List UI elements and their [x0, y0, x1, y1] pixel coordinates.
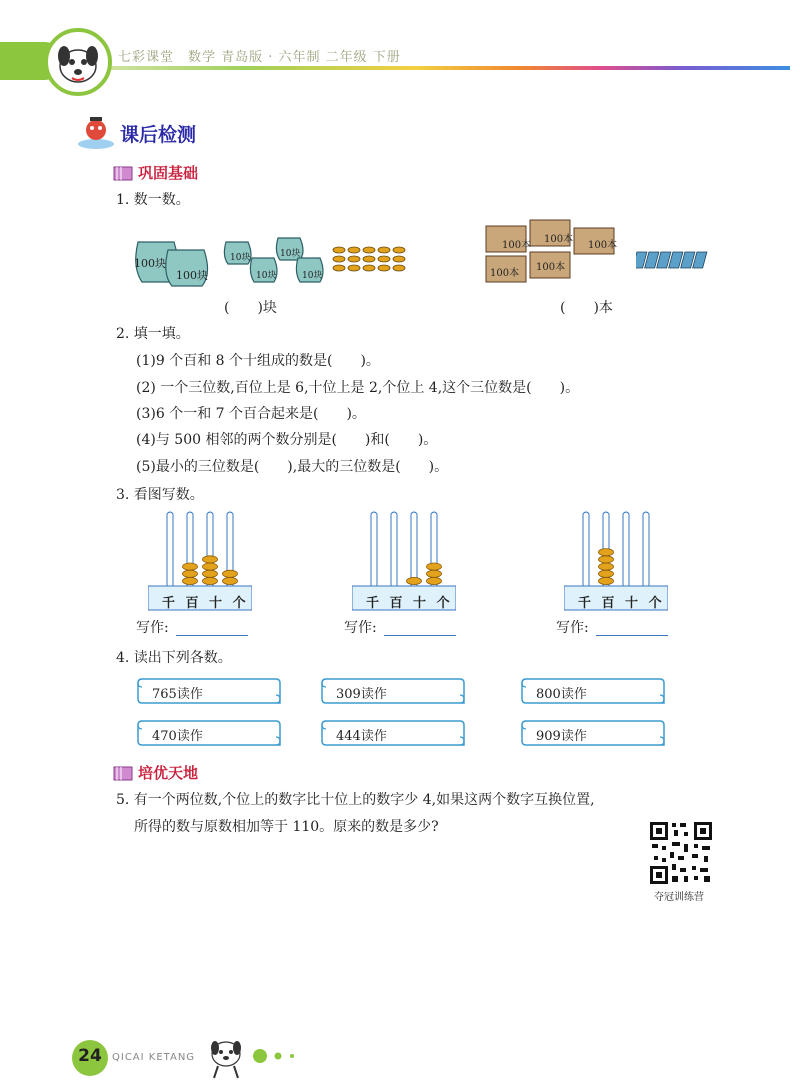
bag-label-5: 10块: [256, 271, 277, 281]
notebook-icon: [112, 164, 134, 182]
abacus-1-write-label: 写作:: [136, 620, 169, 636]
box-label-3: 100本: [588, 240, 618, 251]
header-title: 七彩课堂 数学 青岛版 · 六年制 二年级 下册: [118, 50, 401, 65]
q2-item-4: (4)与 500 相邻的两个数分别是( )和( )。: [136, 432, 438, 448]
advanced-title: 培优天地: [138, 764, 199, 782]
footer-dots-icon: [252, 1048, 302, 1064]
abacus-bead-hundreds: [183, 563, 198, 570]
abacus-rod-thousands: [167, 512, 173, 586]
q5-line-1: 5. 有一个两位数,个位上的数字比十位上的数字少 4,如果这两个数字互换位置,: [116, 792, 595, 808]
scroll-box-1: [136, 676, 282, 706]
q1-label: 1. 数一数。: [116, 192, 190, 208]
read-item-6: 909读作: [536, 729, 587, 744]
abacus-rod-tens: [623, 512, 629, 586]
abacus-bead-hundreds: [183, 577, 198, 584]
q4-label: 4. 读出下列各数。: [116, 650, 232, 666]
abacus-3-place-labels: 千 百 十 个: [578, 596, 665, 611]
read-item-1: 765读作: [152, 687, 203, 702]
bag-label-4: 10块: [280, 249, 301, 259]
scroll-box-6: [520, 718, 666, 748]
header-rainbow-line: [110, 66, 790, 70]
abacus-bead-hundreds: [183, 570, 198, 577]
abacus-1-place-labels: 千 百 十 个: [162, 596, 249, 611]
q5-line-2: 所得的数与原数相加等于 110。原来的数是多少?: [134, 819, 439, 835]
abacus-2-place-labels: 千 百 十 个: [366, 596, 453, 611]
scroll-box-2: [320, 676, 466, 706]
abacus-bead-hundreds: [599, 556, 614, 563]
scroll-box-4: [136, 718, 282, 748]
abacus-bead-hundreds: [599, 563, 614, 570]
abacus-bead-hundreds: [599, 549, 614, 556]
q1-answer-right: ( )本: [560, 300, 613, 316]
footer-mascot-icon: [200, 1030, 252, 1082]
abacus-2-write-label: 写作:: [344, 620, 377, 636]
box-label-1: 100本: [502, 240, 532, 251]
read-item-3: 800读作: [536, 687, 587, 702]
footer-brand: QICAI KETANG: [112, 1052, 196, 1063]
abacus-bead-ones: [223, 570, 238, 577]
box-label-4: 100本: [490, 268, 520, 279]
read-item-2: 309读作: [336, 687, 387, 702]
read-item-5: 444读作: [336, 729, 387, 744]
abacus-bead-ones: [427, 563, 442, 570]
q2-item-1: (1)9 个百和 8 个十组成的数是( )。: [136, 353, 380, 369]
abacus-bead-tens: [407, 577, 422, 584]
abacus-1-answer-line[interactable]: [176, 634, 248, 636]
abacus-rod-ones: [643, 512, 649, 586]
read-item-4: 470读作: [152, 729, 203, 744]
abacus-bead-tens: [203, 563, 218, 570]
abacus-bead-tens: [203, 570, 218, 577]
abacus-rod-thousands: [583, 512, 589, 586]
abacus-2-answer-line[interactable]: [384, 634, 456, 636]
q2-label: 2. 填一填。: [116, 326, 190, 342]
abacus-bead-ones: [427, 577, 442, 584]
box-label-2: 100本: [544, 234, 574, 245]
section-mascot-icon: [76, 114, 116, 150]
abacus-bead-hundreds: [599, 570, 614, 577]
abacus-bead-tens: [203, 577, 218, 584]
mascot-dog-icon: [44, 28, 112, 96]
q1-answer-left: ( )块: [224, 300, 277, 316]
box-label-5: 100本: [536, 262, 566, 273]
abacus-bead-tens: [203, 556, 218, 563]
q2-item-2: (2) 一个三位数,百位上是 6,十位上是 2,个位上 4,这个三位数是( )。: [136, 380, 580, 396]
q2-item-3: (3)6 个一和 7 个百合起来是( )。: [136, 406, 366, 422]
coins-illustration: [332, 244, 406, 274]
bag-label-3: 10块: [230, 253, 251, 263]
abacus-rod-tens: [411, 512, 417, 586]
abacus-rod-thousands: [371, 512, 377, 586]
page-number: 24: [78, 1046, 102, 1066]
qr-caption: 夺冠训练营: [654, 892, 704, 903]
abacus-bead-hundreds: [599, 577, 614, 584]
abacus-3-write-label: 写作:: [556, 620, 589, 636]
q2-item-5: (5)最小的三位数是( ),最大的三位数是( )。: [136, 459, 449, 475]
basics-title: 巩固基础: [138, 164, 199, 182]
bag-label-1: 100块: [134, 257, 166, 270]
scroll-box-5: [320, 718, 466, 748]
scroll-box-3: [520, 676, 666, 706]
qr-code-icon[interactable]: [648, 820, 714, 886]
abacus-rod-hundreds: [391, 512, 397, 586]
q3-label: 3. 看图写数。: [116, 487, 204, 503]
bag-label-6: 10块: [302, 271, 323, 281]
bag-label-2: 100块: [176, 269, 208, 282]
notebook-icon: [112, 764, 134, 782]
section-title: 课后检测: [120, 124, 197, 146]
abacus-bead-ones: [427, 570, 442, 577]
abacus-3-answer-line[interactable]: [596, 634, 668, 636]
books-illustration: [636, 248, 712, 272]
abacus-bead-ones: [223, 577, 238, 584]
